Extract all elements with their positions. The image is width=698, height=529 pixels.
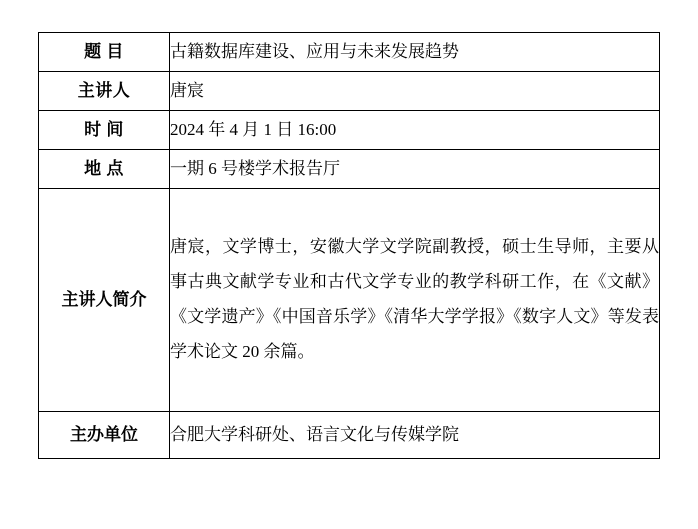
table-row (39, 33, 660, 72)
table-row (39, 189, 660, 412)
lecture-info-table (38, 32, 660, 459)
row-label-organizer: 主办单位 (39, 412, 170, 459)
row-label-speaker: 主讲人 (39, 72, 170, 111)
row-label-speaker-bio: 主讲人简介 (39, 189, 170, 412)
table-row (39, 412, 660, 459)
row-value-place: 一期 6 号楼学术报告厅 (170, 150, 660, 189)
row-value-time: 2024 年 4 月 1 日 16:00 (170, 111, 660, 150)
table-row (39, 111, 660, 150)
table-row (39, 72, 660, 111)
row-value-title: 古籍数据库建设、应用与未来发展趋势 (170, 33, 660, 72)
row-value-speaker: 唐宸 (170, 72, 660, 111)
row-label-time: 时 间 (39, 111, 170, 150)
row-label-title: 题 目 (39, 33, 170, 72)
table-row (39, 150, 660, 189)
row-label-place: 地 点 (39, 150, 170, 189)
row-value-organizer: 合肥大学科研处、语言文化与传媒学院 (170, 412, 660, 459)
row-value-speaker-bio: 唐宸，文学博士，安徽大学文学院副教授，硕士生导师，主要从事古典文献学专业和古代文学专业的教学科研工作，在《文献》《文学遗产》《中国音乐学》《清华大学学报》《数字人文》等发表学术论文 20 余篇。 (170, 189, 660, 412)
